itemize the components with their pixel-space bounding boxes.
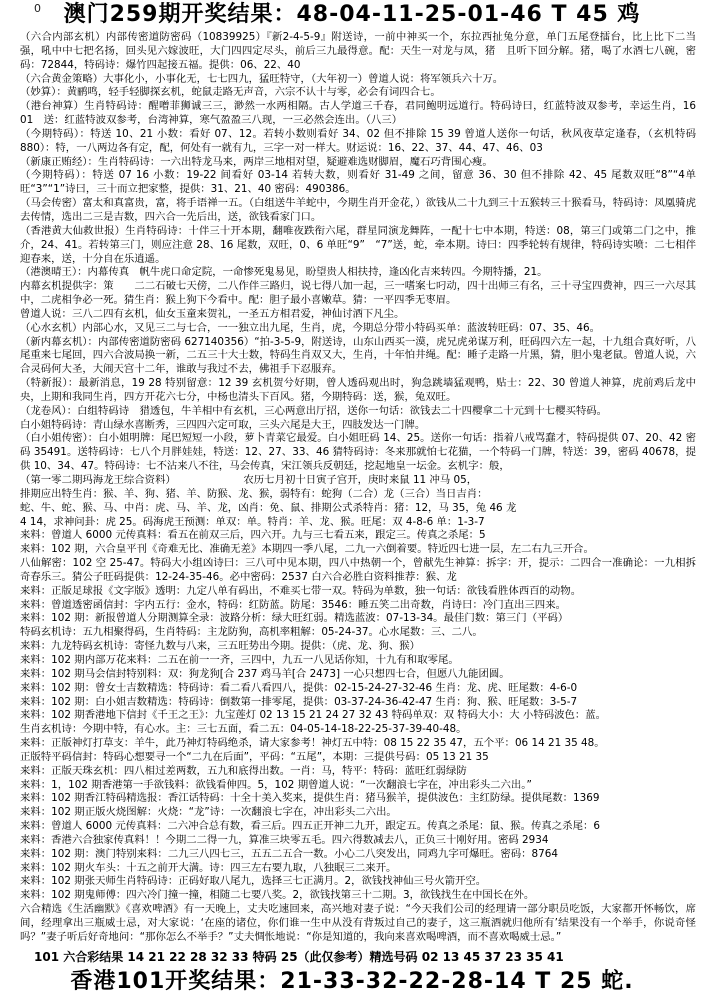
- footer-result: 香港101开奖结果：21-33-32-22-28-14 T 25 蛇.: [70, 969, 634, 994]
- paragraph: （新内幕玄机）：内部传密道防密码 627140356）“拍-3-5-9，附送诗，山东山西买一漠，虎兄虎弟谋万利，旺码四六左一起，十九组合真好听，八尾重来七尾回，四六合波局换一新，二五三十大士数，特码生肖双又大，生肖，十年怕井绳。配：睡子走路一片黑，猜，胆小鬼老鼠。曾道人说，六合灵码何大圣，大闹天宫十二年，谁敢与我过不去，佛祖手下忍服弃。: [20, 335, 696, 376]
- paragraph: 来料：正版神灯打草支：羊牛，此乃神灯特码绝杀，请大家参考！神灯五中特：08 15 22 35 47，五个平：06 14 21 35 48。: [20, 737, 605, 750]
- paragraph: 来料：102 期马会信封特别料：双：狗龙狗[合 237 鸡马羊[合 2473] 一心只想四七合，但愿八九能团圆。: [20, 667, 510, 680]
- paragraph: 六合精选《生活幽默》《喜欢啤酒》有一天晚上，丈夫吃速回来，高兴地对妻子说：“今天我们公司的经理请一部分职员吃饭，大家都开怀畅饮，席间，经理拿出三瓶威士忌，对大家说：‘在座的诸位，你们谁一生中从没有背叛过自己的妻子，这三瓶酒就归他所有’结果没有一个举手，你说奇怪吗？”妻子听后好奇地问：“那你怎么不举手？”丈夫惆怅地说：“你是知道的，我向来喜欢喝啤酒，而不喜欢喝威士忌。”: [20, 903, 696, 943]
- paragraph: 来料：102 期香江特码精选报：香江话特码：十全十美入奖来，提供生肖：猪马猴羊，提供波色：主红防绿。提供尾数：1369: [20, 792, 600, 805]
- paragraph: （龙卷风）：白组特码诗 猎透包，牛羊相中有玄机，三心两意出厅招，送你一句话：欲钱去二十四樱拿二十元到十七樱买特码。: [20, 404, 608, 417]
- paragraph: （特新报）：最新消息，19 28 特别留意：12 39 玄机贺兮好期，曾人透码观出时，狗急跳墙猛观鸭，贴士：22、30 曾道人神算，虎前鸡后龙中央，上期和我同生肖，四方开花六七分，中杨也清头下百风。猪，今期特码：送，猴，兔双旺。: [20, 377, 696, 403]
- paragraph: （今期特码）：特送 07 16 小数：19-22 间看好 03-14 若转大数，则看好 31-49 之间，留意 36、30 但不排除 42、45 尾数双旺“8”“4单旺“3”“1”诗曰，三十而立把家整，提供：31、21、40 密码：490386。: [20, 169, 696, 196]
- paragraph: （白小姐传密）：白小姐明牌：尾巴短短一小段，萝卜青菜它最爱。白小姐旺码 14、25。送你一句话：指着八戒骂蠢才，特码提供 07、20、42 密码 35491。送特码诗：七八个月胖娃娃，特送：12、27、33、46 猜特码诗：冬来那就怕七花猫，一个特码一门牌，特送：39，密码 40678，提供 10、34、47。特码诗：七不沾来八不往，马会传真，宋江领兵反朝廷，挖起地皇一坛金。玄机字：般，: [20, 432, 696, 473]
- paragraph: 来料：102 期：澳门特别来料：二九三八四七三，五五二五合一数。小心二八突发出，同鸡九字可爆旺。密码：8764: [20, 847, 558, 860]
- paragraph: 来料：102 期正版火烧图解：火烧：“龙”诗：一次翻浪七字在，冲出彩头二六出。: [20, 806, 397, 819]
- paragraph: 特码玄机诗：五九相聚得码，生肖特码：主龙防狗，高机率粗解：05-24-37。心水尾数：三、二八。: [20, 626, 483, 639]
- paragraph: （新康正贿经）：生肖特码诗：一六出特龙马来，两岸三地相对望，疑避难选财脚眉，魔石巧背围心瘦。: [20, 155, 493, 168]
- paragraph: （心水玄机）内部心水，又见三二与七合，一一独立出九尾，生肖，虎，今期总分带小特码买单：蓝波转旺码：07、35、46。: [20, 321, 600, 334]
- paragraph: 来料：曾道人 6000 元传真料：看五在前双三后，四六开。九与三七看五来，跟定三。传真之杀尾：5: [20, 529, 486, 542]
- paragraph: 八仙解密：102 空 25-47。特码大小组凶诗曰：三八可中见本期，四八中热朝一个，曾献先生神算：拆字：开，提示：二四合一准确论：一九相拆奇春乐三。猜公子旺码提供：12-24-35-46。必中密码：2537 白六合必胜白资料推荐：猴、龙: [20, 557, 696, 583]
- paragraph: （马会传密）富太和真富贵，富，将手语禅一五。（白组送牛羊蛇中，今期生肖开金花，）欲钱从二十九到三十五猴转三十猴看马，特码诗：凤凰骑虎去传情，选出二三是吉数，四六合一先后出，送，欲钱看家门口。: [20, 197, 696, 223]
- paragraph: （妙算）：黄鹂鸣，轻手轻脚探玄机，蛇鼠走路无声音，六宗不认十与零，必会有词四合七。: [20, 86, 441, 99]
- paragraph: 来料：102 期火车头：十五之前开大满。诗：四三左右要九取，八独眠三二来开。: [20, 861, 397, 874]
- paragraph: 来料：曾道透密函信封：字内五行：金水，特码：红防蓝。防尾：3546：睡五笑二出奇数，肖诗曰：冷门直出三四来。: [20, 598, 566, 611]
- paragraph: （六合内部玄机）内部传密道防密码（10839925）『新2-4-5-9』附送诗，一前中神买一个，东拉西扯兔分意，单门五尾登擂台，比上比下二当强，吼中中七把名扬，回头见六嫁波旺，大门四四定尽头，前后三九最得意。配：天生一对龙与凤，猪 且听下回分解。猪，喝了水酒七八碗，密码：72844，特码诗：爆竹四起接五福。提供：06、22、40: [20, 31, 696, 71]
- paragraph: 来料：102 期张天师生肖特码诗：正码好取八尾九，选择三七正满月。2，欲钱找神仙三号火箭开空。: [20, 875, 487, 888]
- page-title: 澳门259期开奖结果：48-04-11-25-01-46 T 45 鸡: [63, 2, 641, 27]
- paragraph: 来料：曾道人 6000 元传真料：二六冲合总有数，看三后。四五正开神二九开，跟定五。传真之杀尾：鼠、猴。传真之杀尾：6: [20, 820, 600, 833]
- paragraph: 白小姐特码诗：青山绿水喜断秀，三四四六定可取，三头六尾是大王，四肢发达一门牌。: [20, 418, 426, 431]
- paragraph: 内幕玄机提供字：策 二二石破七天傍，二八作伴三路归，说七得八加一起，三一嗜案七叼动，四十出师三有名，三十寻宝四费神，四三一六尽其中，二虎相争必一死。猜生肖：猴上狗下今看中。配：胆子最小喜嫩草。猜：一平四季无枣眉。: [20, 280, 696, 307]
- paragraph: 蛇、牛、蛇、猴、马、中肖：虎、马、羊、龙，凶肖：免、鼠、排期公式杀特肖：猪：12，马 35，兔 46 龙: [20, 501, 517, 514]
- paragraph: （港台神算）生肖特码诗：醒噌菲狮诚三三，渺然一水两相隔。古人学道三千春，君同鲍明远道行。特码诗曰，红蓝特波双参考，幸运生肖，16 01 送：红蓝特波双参考，台湾神算，寒气盈盈三八现，一三必然会连出。（八三）: [20, 100, 696, 127]
- paragraph: 正版特平码信封：特码心想要寻一个“二九在后面”，平码：“五尾”，本期：三提供号码：05 13 21 35: [20, 750, 489, 763]
- reference-line: 101 六合彩结果 14 21 22 28 32 33 特码 25（此仅参考）精选号码 02 13 45 37 23 35 41: [34, 950, 564, 964]
- paragraph: 来料：102 期内部万花来料：二五在前一一齐，三四中，九五一八见话你知，十九有和取零尾。: [20, 653, 459, 666]
- paragraph: 来料：102 期鬼师傅：四六冷门撞一撞，相随二七要八奖。2，欲钱找第三十二期。3，欲钱找生在中国长在外。: [20, 889, 535, 902]
- paragraph: （今期特码）：特送 10、21 小数：看好 07、12。若转小数则看好 34、02 但不排除 15 39 曾道人送你一句话，秋风夜草定逢春，（玄机特码 880）：特，一八两边各有定，配，何处有一就有九，三字一对一样大。财运说：16、22、37、44、47、46、03: [20, 127, 696, 154]
- paragraph: 来料：102 期：新报曾道人分期测算全录：波路分析：绿大旺红弱。精选蓝波：07-13-34。最佳门数：第三门（平码）: [20, 612, 569, 625]
- paragraph: 来料：1，102 期香港第一手欲钱料：欲钱看伸四。5，102 期曾道人说：“一次翻浪七字在，冲出彩头二六出。”: [20, 778, 532, 791]
- paragraph: 4 14，求神问卦：虎 25。码海虎王预测：单双：单。特肖：羊、龙、猴。旺尾：双 4-8-6 单：1-3-7: [20, 515, 485, 528]
- paragraph: （第一零二期玛海龙王综合资料） 农历七月初十日寅子宫开，庚时来鼠 11 冲马 05，: [20, 474, 478, 486]
- paragraph: （六合黄金策略）大事化小，小事化无，七七四九，猛旺特守，（大年初一）曾道人说：将军领兵六十万。: [20, 72, 504, 85]
- paragraph: 来料：正版天珠玄机：四八相过差两数，五九和底得出数。一肖：马，特平：特码：蓝旺红弱绿防: [20, 764, 467, 777]
- paragraph: （港澳晴王）：内幕传真 帆牛虎口命定院，一命惨死鬼易见，盼望贵人相扶持，逢凶化吉来转四。今期特播，21。: [20, 266, 548, 279]
- paragraph: 来料：102 期：曾女士吉数精选：特码诗：看二看八看四八，提供：02-15-24-27-32-46 生肖：龙、虎、旺尾数：4-6-0: [20, 681, 578, 694]
- paragraph: 来料：九龙特码玄机诗：寄怪九数与八来，三五旺势出今期。提供：（虎、龙、狗、猴）: [20, 640, 421, 653]
- paragraph: 来料：香港六合独家传真料！！今期二二得一九，算准三块零五毛。四六得数减去八，正负三十刚好用。密码 2934: [20, 833, 549, 846]
- paragraph: 曾道人说：三八二四有玄机，仙女玉童来贺礼，一圣五方相君爱，神仙讨酒下凡尘。: [20, 307, 405, 320]
- corner-mark: 0: [34, 2, 41, 15]
- paragraph: （香港黄大仙救世报）生肖特码诗：十伴三十开本期，翻唯夜跌衔六尾，群星同演龙舞阵，一配十七中本期，特送：08，第三门或第二门之中，推介，24、41。若转第三门，则应注意 28、16 尾数，双旺，0、6 单旺“9” “7”送，蛇，牵本期。诗曰：四季轮转有规律，特码诗实喷：二七相伴迎春来，送，十分自在乐逍遥。: [20, 224, 696, 265]
- main-content: [20, 31, 696, 946]
- paragraph: 来料：102 期：白小姐吉数精选：特码诗：倒数第一排零尾，提供：03-37-24-36-42-47 生肖：狗、猴、旺尾数：3-5-7: [20, 695, 578, 708]
- paragraph: 排期应出特生肖：猴、羊、狗、猪、羊、防猴、龙、猴，弱特有：蛇狗（二合）龙（三合）当日吉肖：: [20, 487, 488, 500]
- paragraph: 生肖玄机诗：今期中特，有心水。主：三七五面，看二五：04-05-14-18-22-25-37-39-40-48。: [20, 723, 467, 736]
- paragraph: 来料：102 期，六合皇平刊《奇难无比、准确无差》本期四一季八尾，二九一六倒着要。特近四七进一层，左二右九三开合。: [20, 543, 594, 556]
- paragraph: 来料：正版足球报《文字版》透明：九定八单有码出，不难买七带一双。特码为单数，独一句话：欲钱看胜体西百的动物。: [20, 584, 582, 597]
- paragraph: 来料：102 期香港地下信封《千王之王》：九宝莲灯 02 13 15 21 24 27 32 43 特码单双：双 特码大小：大 小特码波色：蓝。: [20, 709, 607, 722]
